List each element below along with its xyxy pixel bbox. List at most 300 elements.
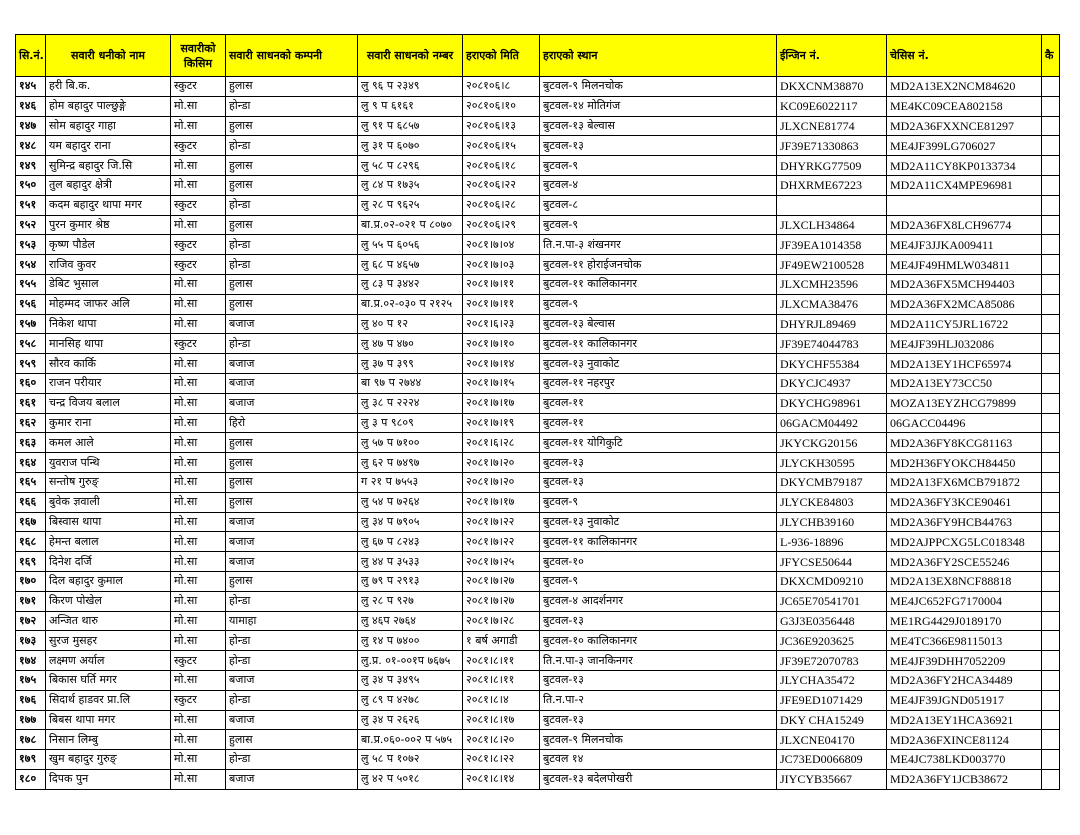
lost-date-cell: २०८१।८।१४ <box>463 769 540 789</box>
vehicle-number-cell: बा.प्र.०६०-००२ प ५७५ <box>358 730 463 750</box>
company-cell: बजाज <box>226 769 358 789</box>
col-header-company: सवारी साधनको कम्पनी <box>226 35 358 77</box>
engine-number-cell: DKYCMB79187 <box>777 472 887 492</box>
lost-location-cell: बुटवल-१३ <box>540 453 777 473</box>
col-header-serial: सि.नं. <box>16 35 46 77</box>
engine-number-cell: JIYCYB35667 <box>777 769 887 789</box>
lost-date-cell: २०८१।७।२० <box>463 472 540 492</box>
company-cell: होन्डा <box>226 690 358 710</box>
vehicle-type-cell: मो.सा <box>171 373 226 393</box>
company-cell: हुलास <box>226 156 358 176</box>
lost-date-cell: २०८१।६।२८ <box>463 433 540 453</box>
company-cell: हुलास <box>226 175 358 195</box>
vehicle-type-cell: मो.सा <box>171 571 226 591</box>
serial-cell: १५८ <box>16 334 46 354</box>
engine-number-cell: JFYCSE50644 <box>777 552 887 572</box>
owner-name-cell: अन्जित थारु <box>46 611 171 631</box>
engine-number-cell: DKXCMD09210 <box>777 571 887 591</box>
owner-name-cell: सौरव कार्कि <box>46 354 171 374</box>
lost-location-cell: बुटवल-९ मिलनचोक <box>540 77 777 97</box>
chassis-number-cell: MD2AJPPCXG5LC018348 <box>887 532 1042 552</box>
company-cell: बजाज <box>226 393 358 413</box>
vehicle-type-cell: मो.सा <box>171 591 226 611</box>
vehicle-number-cell: लु १४ प ७४०० <box>358 631 463 651</box>
company-cell: हिरो <box>226 413 358 433</box>
vehicle-type-cell: मो.सा <box>171 156 226 176</box>
company-cell: बजाज <box>226 710 358 730</box>
remarks-cell <box>1042 552 1060 572</box>
engine-number-cell: JF49EW2100528 <box>777 255 887 275</box>
owner-name-cell: बुवेक ज्ञवाली <box>46 492 171 512</box>
owner-name-cell: मोहम्मद जाफर अलि <box>46 294 171 314</box>
lost-location-cell: ति.न.पा-२ <box>540 690 777 710</box>
chassis-number-cell: ME4JC652FG7170004 <box>887 591 1042 611</box>
vehicle-number-cell: लु ३४ प ७९०५ <box>358 512 463 532</box>
serial-cell: १५१ <box>16 195 46 215</box>
lost-date-cell: २०८१।८।२२ <box>463 750 540 770</box>
table-row <box>16 274 1060 294</box>
chassis-number-cell: ME4JF49HMLW034811 <box>887 255 1042 275</box>
owner-name-cell: होम बहादुर पाल्छुङ्गे <box>46 96 171 116</box>
engine-number-cell: JC65E70541701 <box>777 591 887 611</box>
owner-name-cell: चन्द्र विजय बलाल <box>46 393 171 413</box>
vehicle-type-cell: मो.सा <box>171 532 226 552</box>
table-row <box>16 136 1060 156</box>
serial-cell: १७२ <box>16 611 46 631</box>
vehicle-number-cell: लु ८३ प ३४४२ <box>358 274 463 294</box>
serial-cell: १६३ <box>16 433 46 453</box>
serial-cell: १५९ <box>16 354 46 374</box>
company-cell: हुलास <box>226 453 358 473</box>
owner-name-cell: दिपक पुन <box>46 769 171 789</box>
owner-name-cell: कुमार राना <box>46 413 171 433</box>
company-cell: हुलास <box>226 571 358 591</box>
serial-cell: १७४ <box>16 651 46 671</box>
table-row <box>16 670 1060 690</box>
lost-location-cell: बुटवल-१३ नुवाकोट <box>540 512 777 532</box>
serial-cell: १६२ <box>16 413 46 433</box>
serial-cell: १८० <box>16 769 46 789</box>
remarks-cell <box>1042 314 1060 334</box>
company-cell: बजाज <box>226 670 358 690</box>
table-row <box>16 96 1060 116</box>
engine-number-cell: KC09E6022117 <box>777 96 887 116</box>
lost-location-cell: बुटवल-११ <box>540 413 777 433</box>
chassis-number-cell: MD2A13EX8NCF88818 <box>887 571 1042 591</box>
chassis-number-cell: MD2A36FY1JCB38672 <box>887 769 1042 789</box>
serial-cell: १४५ <box>16 77 46 97</box>
lost-location-cell: बुटवल १४ <box>540 750 777 770</box>
chassis-number-cell: ME4JF39DHH7052209 <box>887 651 1042 671</box>
lost-location-cell: बुटवल-१३ <box>540 472 777 492</box>
vehicle-number-cell: लु ६८ प ४६५७ <box>358 255 463 275</box>
table-row <box>16 433 1060 453</box>
engine-number-cell: DKXCNM38870 <box>777 77 887 97</box>
vehicle-number-cell: लु ४० प १२ <box>358 314 463 334</box>
chassis-number-cell: ME4TC366E98115013 <box>887 631 1042 651</box>
lost-location-cell: बुटवल-९ <box>540 571 777 591</box>
remarks-cell <box>1042 472 1060 492</box>
engine-number-cell: JLXCMH23596 <box>777 274 887 294</box>
owner-name-cell: मानसिह थापा <box>46 334 171 354</box>
company-cell: होन्डा <box>226 334 358 354</box>
vehicle-number-cell: लु.प्र. ०१-००१प ७६७५ <box>358 651 463 671</box>
remarks-cell <box>1042 670 1060 690</box>
company-cell: होन्डा <box>226 96 358 116</box>
company-cell: होन्डा <box>226 651 358 671</box>
vehicle-type-cell: मो.सा <box>171 274 226 294</box>
owner-name-cell: दिल बहादुर कुमाल <box>46 571 171 591</box>
remarks-cell <box>1042 413 1060 433</box>
lost-location-cell: बुटवल-११ <box>540 393 777 413</box>
serial-cell: १५७ <box>16 314 46 334</box>
owner-name-cell: लक्ष्मण अर्याल <box>46 651 171 671</box>
engine-number-cell: JLXCMA38476 <box>777 294 887 314</box>
company-cell: बजाज <box>226 354 358 374</box>
remarks-cell <box>1042 255 1060 275</box>
serial-cell: १६१ <box>16 393 46 413</box>
lost-location-cell: बुटवल-९ <box>540 492 777 512</box>
col-header-lost-location: हराएको स्थान <box>540 35 777 77</box>
company-cell: होन्डा <box>226 255 358 275</box>
owner-name-cell: निकेश थापा <box>46 314 171 334</box>
serial-cell: १७० <box>16 571 46 591</box>
engine-number-cell: JF39E72070783 <box>777 651 887 671</box>
chassis-number-cell: MD2A13EY73CC50 <box>887 373 1042 393</box>
vehicle-number-cell: लु २८ प ९६२५ <box>358 195 463 215</box>
lost-date-cell: २०८१।७।११ <box>463 294 540 314</box>
company-cell: बजाज <box>226 532 358 552</box>
lost-date-cell: २०८१।७।१० <box>463 334 540 354</box>
table-row <box>16 492 1060 512</box>
lost-location-cell: बुटवल-४ आदर्शनगर <box>540 591 777 611</box>
vehicle-number-cell: लु ५५ प ६०५६ <box>358 235 463 255</box>
engine-number-cell: JKYCKG20156 <box>777 433 887 453</box>
owner-name-cell: तुल बहादुर क्षेत्री <box>46 175 171 195</box>
chassis-number-cell: MD2A13EY1HCF65974 <box>887 354 1042 374</box>
table-row <box>16 591 1060 611</box>
serial-cell: १६९ <box>16 552 46 572</box>
vehicle-number-cell: लु ८९ प ४२७८ <box>358 690 463 710</box>
lost-location-cell: बुटवल-११ कालिकानगर <box>540 274 777 294</box>
owner-name-cell: हेमन्त बलाल <box>46 532 171 552</box>
serial-cell: १६० <box>16 373 46 393</box>
lost-date-cell: २०८१।७।२५ <box>463 552 540 572</box>
remarks-cell <box>1042 373 1060 393</box>
vehicle-type-cell: मो.सा <box>171 413 226 433</box>
lost-location-cell: बुटवल-१३ बदेलपोखरी <box>540 769 777 789</box>
owner-name-cell: कदम बहादुर थापा मगर <box>46 195 171 215</box>
lost-date-cell: २०८१।७।०३ <box>463 255 540 275</box>
table-row <box>16 631 1060 651</box>
remarks-cell <box>1042 156 1060 176</box>
lost-location-cell: ति.न.पा-३ जानकिनगर <box>540 651 777 671</box>
vehicle-number-cell: लु ८४ प १७३५ <box>358 175 463 195</box>
remarks-cell <box>1042 769 1060 789</box>
company-cell: यामाहा <box>226 611 358 631</box>
remarks-cell <box>1042 215 1060 235</box>
remarks-cell <box>1042 294 1060 314</box>
lost-location-cell: बुटवल-११ योगिकुटि <box>540 433 777 453</box>
chassis-number-cell: MD2A13FX6MCB791872 <box>887 472 1042 492</box>
vehicle-number-cell: बा.प्र.०२-०२१ प ८०७० <box>358 215 463 235</box>
table-row <box>16 413 1060 433</box>
vehicle-number-cell: लु ५७ प ७१०० <box>358 433 463 453</box>
company-cell: हुलास <box>226 433 358 453</box>
col-header-engine-number: ईन्जिन नं. <box>777 35 887 77</box>
lost-location-cell: बुटवल-१३ <box>540 611 777 631</box>
remarks-cell <box>1042 571 1060 591</box>
lost-date-cell: २०८१०६।१५ <box>463 136 540 156</box>
col-header-chassis-number: चेसिस नं. <box>887 35 1042 77</box>
table-row <box>16 512 1060 532</box>
remarks-cell <box>1042 492 1060 512</box>
header-row <box>16 35 1060 77</box>
engine-number-cell: JC36E9203625 <box>777 631 887 651</box>
lost-date-cell: २०८१।७।१४ <box>463 354 540 374</box>
lost-date-cell: २०८१।७।११ <box>463 274 540 294</box>
lost-location-cell: बुटवल-१३ नुवाकोट <box>540 354 777 374</box>
vehicle-type-cell: स्कुटर <box>171 690 226 710</box>
engine-number-cell: DKY CHA15249 <box>777 710 887 730</box>
company-cell: बजाज <box>226 512 358 532</box>
engine-number-cell: JLXCNE04170 <box>777 730 887 750</box>
vehicle-type-cell: मो.सा <box>171 730 226 750</box>
vehicle-type-cell: मो.सा <box>171 769 226 789</box>
remarks-cell <box>1042 631 1060 651</box>
lost-location-cell: बुटवल-९ मिलनचोक <box>540 730 777 750</box>
lost-date-cell: २०८१।७।०४ <box>463 235 540 255</box>
lost-date-cell: २०८१।७।२८ <box>463 611 540 631</box>
engine-number-cell <box>777 195 887 215</box>
remarks-cell <box>1042 690 1060 710</box>
chassis-number-cell: MD2A13EY1HCA36921 <box>887 710 1042 730</box>
lost-date-cell: २०८१।८।२० <box>463 730 540 750</box>
chassis-number-cell: ME4JF3JJKA009411 <box>887 235 1042 255</box>
chassis-number-cell: MD2A36FY9HCB44763 <box>887 512 1042 532</box>
company-cell: हुलास <box>226 215 358 235</box>
chassis-number-cell: MOZA13EYZHCG79899 <box>887 393 1042 413</box>
remarks-cell <box>1042 136 1060 156</box>
company-cell: हुलास <box>226 492 358 512</box>
chassis-number-cell: ME4JC738LKD003770 <box>887 750 1042 770</box>
remarks-cell <box>1042 334 1060 354</box>
owner-name-cell: हरी बि.क. <box>46 77 171 97</box>
chassis-number-cell: MD2A36FX2MCA85086 <box>887 294 1042 314</box>
table-row <box>16 453 1060 473</box>
company-cell: हुलास <box>226 294 358 314</box>
table-row <box>16 235 1060 255</box>
chassis-number-cell: MD2A11CY5JRL16722 <box>887 314 1042 334</box>
table-row <box>16 294 1060 314</box>
lost-location-cell: बुटवल-११ होराईजनचोक <box>540 255 777 275</box>
owner-name-cell: किरण पोखेल <box>46 591 171 611</box>
serial-cell: १५४ <box>16 255 46 275</box>
chassis-number-cell: MD2A36FXINCE81124 <box>887 730 1042 750</box>
vehicle-type-cell: मो.सा <box>171 175 226 195</box>
lost-date-cell: २०८१।७।२२ <box>463 512 540 532</box>
owner-name-cell: राजिव कुवर <box>46 255 171 275</box>
engine-number-cell: DHXRME67223 <box>777 175 887 195</box>
company-cell: होन्डा <box>226 750 358 770</box>
owner-name-cell: सुमिन्द्र बहादुर जि.सि <box>46 156 171 176</box>
serial-cell: १६७ <box>16 512 46 532</box>
company-cell: हुलास <box>226 472 358 492</box>
vehicle-number-cell: लु ४४ प ३५३३ <box>358 552 463 572</box>
chassis-number-cell: 06GACC04496 <box>887 413 1042 433</box>
table-row <box>16 552 1060 572</box>
company-cell: बजाज <box>226 552 358 572</box>
engine-number-cell: DKYCHG98961 <box>777 393 887 413</box>
chassis-number-cell: MD2A36FY8KCG81163 <box>887 433 1042 453</box>
lost-date-cell: २०८१०६।२२ <box>463 175 540 195</box>
vehicle-type-cell: स्कुटर <box>171 651 226 671</box>
lost-date-cell: २०८१।७।२२ <box>463 532 540 552</box>
lost-date-cell: २०८१०६।२९ <box>463 215 540 235</box>
engine-number-cell: JF39EA1014358 <box>777 235 887 255</box>
engine-number-cell: L-936-18896 <box>777 532 887 552</box>
chassis-number-cell: ME4KC09CEA802158 <box>887 96 1042 116</box>
vehicle-number-cell: लु ९६ प २३४९ <box>358 77 463 97</box>
vehicle-number-cell: लु ५८ प १०७२ <box>358 750 463 770</box>
vehicle-type-cell: मो.सा <box>171 631 226 651</box>
vehicle-type-cell: मो.सा <box>171 393 226 413</box>
engine-number-cell: JFE9ED1071429 <box>777 690 887 710</box>
serial-cell: १५० <box>16 175 46 195</box>
vehicle-number-cell: लु २८ प ९२७ <box>358 591 463 611</box>
chassis-number-cell: MD2A13EX2NCM84620 <box>887 77 1042 97</box>
engine-number-cell: DKYCJC4937 <box>777 373 887 393</box>
vehicle-type-cell: मो.सा <box>171 492 226 512</box>
vehicle-number-cell: लु ३ प ९८०९ <box>358 413 463 433</box>
vehicle-type-cell: मो.सा <box>171 433 226 453</box>
serial-cell: १५६ <box>16 294 46 314</box>
serial-cell: १६८ <box>16 532 46 552</box>
company-cell: हुलास <box>226 77 358 97</box>
lost-date-cell: २०८१।७।१९ <box>463 413 540 433</box>
table-row <box>16 532 1060 552</box>
table-row <box>16 195 1060 215</box>
company-cell: होन्डा <box>226 136 358 156</box>
vehicle-number-cell: लु ३१ प ६०७० <box>358 136 463 156</box>
remarks-cell <box>1042 512 1060 532</box>
chassis-number-cell: MD2A11CY8KP0133734 <box>887 156 1042 176</box>
serial-cell: १७८ <box>16 730 46 750</box>
lost-location-cell: बुटवल-४ <box>540 175 777 195</box>
table-row <box>16 373 1060 393</box>
vehicle-type-cell: मो.सा <box>171 96 226 116</box>
remarks-cell <box>1042 710 1060 730</box>
owner-name-cell: बिबस थापा मगर <box>46 710 171 730</box>
lost-date-cell: २०८१।६।२३ <box>463 314 540 334</box>
table-row <box>16 750 1060 770</box>
vehicle-number-cell: लु ३४ प ३४९५ <box>358 670 463 690</box>
serial-cell: १७७ <box>16 710 46 730</box>
engine-number-cell: DHYRJL89469 <box>777 314 887 334</box>
chassis-number-cell: MD2A36FXXNCE81297 <box>887 116 1042 136</box>
serial-cell: १५२ <box>16 215 46 235</box>
col-header-owner-name: सवारी धनीको नाम <box>46 35 171 77</box>
vehicle-type-cell: मो.सा <box>171 750 226 770</box>
table-row <box>16 651 1060 671</box>
company-cell: बजाज <box>226 373 358 393</box>
engine-number-cell: JLYCHA35472 <box>777 670 887 690</box>
vehicle-type-cell: मो.सा <box>171 453 226 473</box>
vehicle-number-cell: बा.प्र.०२-०३० प २१२५ <box>358 294 463 314</box>
owner-name-cell: डेबिट भुसाल <box>46 274 171 294</box>
chassis-number-cell: MD2A36FY2HCA34489 <box>887 670 1042 690</box>
engine-number-cell: 06GACM04492 <box>777 413 887 433</box>
engine-number-cell: JLYCKE84803 <box>777 492 887 512</box>
lost-location-cell: बुटवल-१३ बेल्वास <box>540 314 777 334</box>
owner-name-cell: खुम बहादुर गुरुङ् <box>46 750 171 770</box>
lost-location-cell: बुटवल-९ <box>540 215 777 235</box>
chassis-number-cell: ME4JF39JGND051917 <box>887 690 1042 710</box>
engine-number-cell: JLXCLH34864 <box>777 215 887 235</box>
company-cell: होन्डा <box>226 235 358 255</box>
lost-date-cell: २०८१०६।१३ <box>463 116 540 136</box>
serial-cell: १६५ <box>16 472 46 492</box>
table-row <box>16 611 1060 631</box>
remarks-cell <box>1042 651 1060 671</box>
remarks-cell <box>1042 433 1060 453</box>
serial-cell: १७३ <box>16 631 46 651</box>
engine-number-cell: JC73ED0066809 <box>777 750 887 770</box>
vehicle-type-cell: स्कुटर <box>171 334 226 354</box>
col-header-remarks: कै <box>1042 35 1060 77</box>
table-row <box>16 571 1060 591</box>
chassis-number-cell: ME4JF399LG706027 <box>887 136 1042 156</box>
owner-name-cell: दिनेश दर्जि <box>46 552 171 572</box>
serial-cell: १४८ <box>16 136 46 156</box>
lost-date-cell: २०८१०६।२८ <box>463 195 540 215</box>
vehicle-type-cell: मो.सा <box>171 670 226 690</box>
remarks-cell <box>1042 195 1060 215</box>
owner-name-cell: सिदार्थ हाडवर प्रा.लि <box>46 690 171 710</box>
vehicle-type-cell: स्कुटर <box>171 77 226 97</box>
table-row <box>16 255 1060 275</box>
lost-date-cell: २०८१।८।४ <box>463 690 540 710</box>
serial-cell: १४७ <box>16 116 46 136</box>
vehicle-number-cell: लु ५४ प ७२६४ <box>358 492 463 512</box>
chassis-number-cell: ME4JF39HLJ032086 <box>887 334 1042 354</box>
table-row <box>16 334 1060 354</box>
vehicle-number-cell: लु ९१ प ६८५७ <box>358 116 463 136</box>
lost-date-cell: २०८१।७।२७ <box>463 571 540 591</box>
vehicle-type-cell: मो.सा <box>171 354 226 374</box>
remarks-cell <box>1042 393 1060 413</box>
serial-cell: १५३ <box>16 235 46 255</box>
lost-location-cell: ति.न.पा-३ शंखनगर <box>540 235 777 255</box>
vehicle-type-cell: मो.सा <box>171 472 226 492</box>
remarks-cell <box>1042 116 1060 136</box>
serial-cell: १७९ <box>16 750 46 770</box>
vehicle-number-cell: लु ४७ प ४७० <box>358 334 463 354</box>
serial-cell: १७१ <box>16 591 46 611</box>
owner-name-cell: बिकास घर्ति मगर <box>46 670 171 690</box>
serial-cell: १६६ <box>16 492 46 512</box>
chassis-number-cell: ME1RG4429J0189170 <box>887 611 1042 631</box>
vehicle-type-cell: मो.सा <box>171 611 226 631</box>
lost-location-cell: बुटवल-१३ <box>540 670 777 690</box>
owner-name-cell: यम बहादुर राना <box>46 136 171 156</box>
company-cell: हुलास <box>226 116 358 136</box>
lost-date-cell: २०८१।७।१७ <box>463 492 540 512</box>
lost-date-cell: २०८१०६।१० <box>463 96 540 116</box>
lost-date-cell: २०८१।७।१५ <box>463 373 540 393</box>
engine-number-cell: DKYCHF55384 <box>777 354 887 374</box>
vehicle-type-cell: स्कुटर <box>171 136 226 156</box>
